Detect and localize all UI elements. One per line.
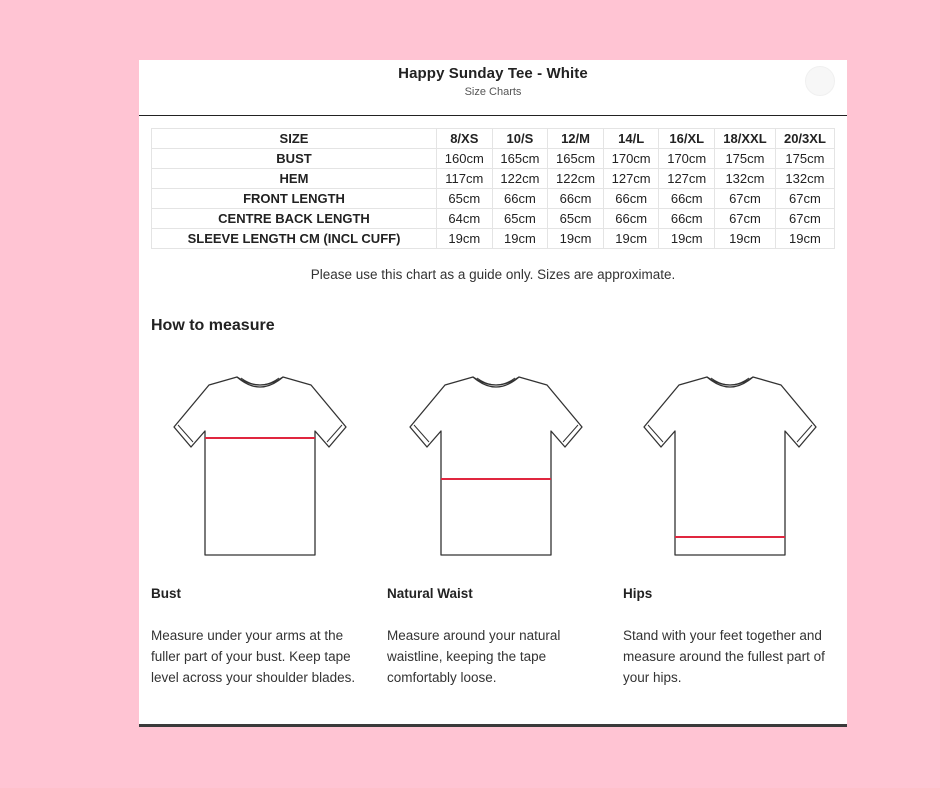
table-cell: 67cm (775, 189, 834, 209)
size-chart-panel (139, 60, 847, 727)
row-label: HEM (152, 169, 437, 189)
size-charts-subtitle: Size Charts (464, 86, 522, 98)
size-table (151, 128, 835, 249)
waist-tshirt-illustration (405, 365, 595, 565)
table-cell: 165cm (492, 149, 548, 169)
row-label: SLEEVE LENGTH CM (INCL CUFF) (152, 229, 437, 249)
table-row (152, 169, 835, 189)
bust-tshirt-illustration (169, 365, 359, 565)
table-cell: 19cm (548, 229, 604, 249)
bust-description: Measure under your arms at the fuller part of your bust. Keep tape level across your shoulder blades. (151, 628, 356, 685)
table-cell: 65cm (437, 189, 493, 209)
tshirt-icon (639, 365, 829, 565)
waist-description: Measure around your natural waistline, keeping the tape comfortably loose. (387, 628, 561, 685)
table-cell: 19cm (715, 229, 776, 249)
table-cell: 66cm (548, 189, 604, 209)
table-row (152, 149, 835, 169)
table-cell: 66cm (492, 189, 548, 209)
product-title: Happy Sunday Tee - White (398, 65, 588, 82)
hips-tshirt-illustration (639, 365, 829, 565)
table-cell: 122cm (548, 169, 604, 189)
table-cell: 122cm (492, 169, 548, 189)
table-cell: 67cm (775, 209, 834, 229)
table-cell: 19cm (437, 229, 493, 249)
close-icon[interactable] (805, 66, 835, 96)
table-cell: 127cm (659, 169, 715, 189)
table-cell: 65cm (492, 209, 548, 229)
size-col-header: 18/XXL (715, 129, 776, 149)
table-cell: 67cm (715, 209, 776, 229)
table-cell: 67cm (715, 189, 776, 209)
tshirt-icon (169, 365, 359, 565)
how-to-measure-heading: How to measure (151, 317, 275, 334)
table-cell: 66cm (603, 189, 659, 209)
table-cell: 160cm (437, 149, 493, 169)
size-col-header: 12/M (548, 129, 604, 149)
table-cell: 117cm (437, 169, 493, 189)
table-cell: 65cm (548, 209, 604, 229)
size-col-header: 10/S (492, 129, 548, 149)
size-col-header: 14/L (603, 129, 659, 149)
table-cell: 165cm (548, 149, 604, 169)
table-cell: 19cm (659, 229, 715, 249)
size-corner-label: SIZE (152, 129, 437, 149)
hips-description: Stand with your feet together and measure around the fullest part of your hips. (623, 628, 825, 685)
table-cell: 66cm (659, 189, 715, 209)
guide-note: Please use this chart as a guide only. Sizes are approximate. (310, 267, 676, 282)
table-cell: 127cm (603, 169, 659, 189)
table-cell: 170cm (603, 149, 659, 169)
size-col-header: 16/XL (659, 129, 715, 149)
table-cell: 66cm (659, 209, 715, 229)
table-cell: 64cm (437, 209, 493, 229)
table-cell: 175cm (715, 149, 776, 169)
table-row (152, 209, 835, 229)
waist-title: Natural Waist (387, 586, 473, 601)
table-cell: 66cm (603, 209, 659, 229)
table-row (152, 189, 835, 209)
row-label: BUST (152, 149, 437, 169)
tshirt-icon (405, 365, 595, 565)
bust-title: Bust (151, 586, 181, 601)
table-row (152, 229, 835, 249)
size-col-header: 8/XS (437, 129, 493, 149)
size-header-row (152, 129, 835, 149)
table-cell: 19cm (603, 229, 659, 249)
size-chart-header (139, 60, 847, 116)
table-cell: 19cm (775, 229, 834, 249)
table-cell: 132cm (775, 169, 834, 189)
table-cell: 175cm (775, 149, 834, 169)
hips-title: Hips (623, 586, 653, 601)
table-cell: 19cm (492, 229, 548, 249)
table-cell: 170cm (659, 149, 715, 169)
table-cell: 132cm (715, 169, 776, 189)
row-label: FRONT LENGTH (152, 189, 437, 209)
panel-bottom-edge (139, 724, 847, 727)
row-label: CENTRE BACK LENGTH (152, 209, 437, 229)
size-col-header: 20/3XL (775, 129, 834, 149)
